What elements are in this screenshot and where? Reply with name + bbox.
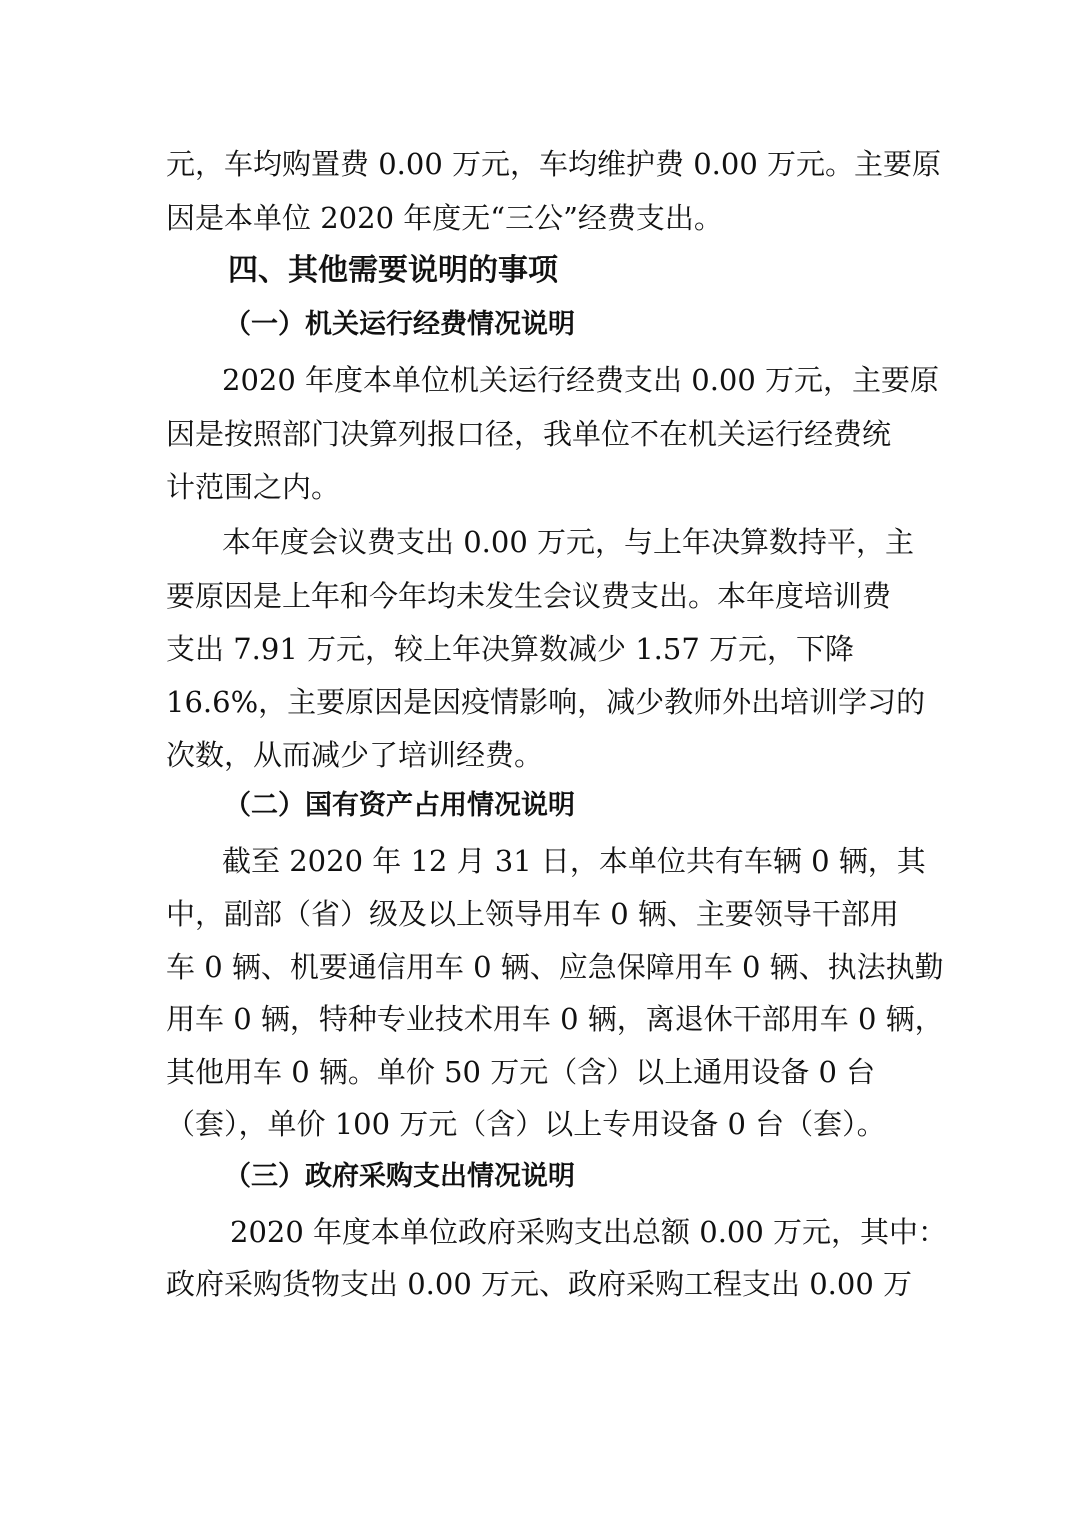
paragraph-line: 次数，从而减少了培训经费。 <box>166 738 544 772</box>
paragraph-line: 中，副部（省）级及以上领导用车 0 辆、主要领导干部用 <box>166 897 899 931</box>
subsection-heading: （三）政府采购支出情况说明 <box>224 1161 575 1192</box>
paragraph-line: 因是本单位 2020 年度无“三公”经费支出。 <box>166 201 723 235</box>
paragraph-line: 支出 7.91 万元，较上年决算数减少 1.57 万元，下降 <box>166 632 855 666</box>
paragraph-line: 16.6%，主要原因是因疫情影响，减少教师外出培训学习的 <box>166 685 926 719</box>
paragraph-line: 政府采购货物支出 0.00 万元、政府采购工程支出 0.00 万 <box>166 1267 913 1301</box>
subsection-heading: （一）机关运行经费情况说明 <box>224 309 575 340</box>
paragraph-line: 用车 0 辆，特种专业技术用车 0 辆，离退休干部用车 0 辆， <box>166 1002 944 1036</box>
paragraph-line: 要原因是上年和今年均未发生会议费支出。本年度培训费 <box>166 579 892 613</box>
section-heading: 四、其他需要说明的事项 <box>228 253 558 288</box>
paragraph-line: 车 0 辆、机要通信用车 0 辆、应急保障用车 0 辆、执法执勤 <box>166 950 944 984</box>
paragraph-line: 2020 年度本单位政府采购支出总额 0.00 万元，其中： <box>230 1215 948 1249</box>
subsection-heading: （二）国有资产占用情况说明 <box>224 790 575 821</box>
paragraph-line: 元，车均购置费 0.00 万元，车均维护费 0.00 万元。主要原 <box>166 147 942 181</box>
paragraph-line: 因是按照部门决算列报口径，我单位不在机关运行经费统 <box>166 417 892 451</box>
paragraph-line: 计范围之内。 <box>166 470 341 504</box>
paragraph-line: 其他用车 0 辆。单价 50 万元（含）以上通用设备 0 台 <box>166 1055 876 1089</box>
paragraph-line: （套），单价 100 万元（含）以上专用设备 0 台（套）。 <box>166 1107 886 1141</box>
paragraph-line: 截至 2020 年 12 月 31 日，本单位共有车辆 0 辆，其 <box>222 844 926 878</box>
paragraph-line: 2020 年度本单位机关运行经费支出 0.00 万元，主要原 <box>222 363 940 397</box>
paragraph-line: 本年度会议费支出 0.00 万元，与上年决算数持平，主 <box>222 525 915 559</box>
